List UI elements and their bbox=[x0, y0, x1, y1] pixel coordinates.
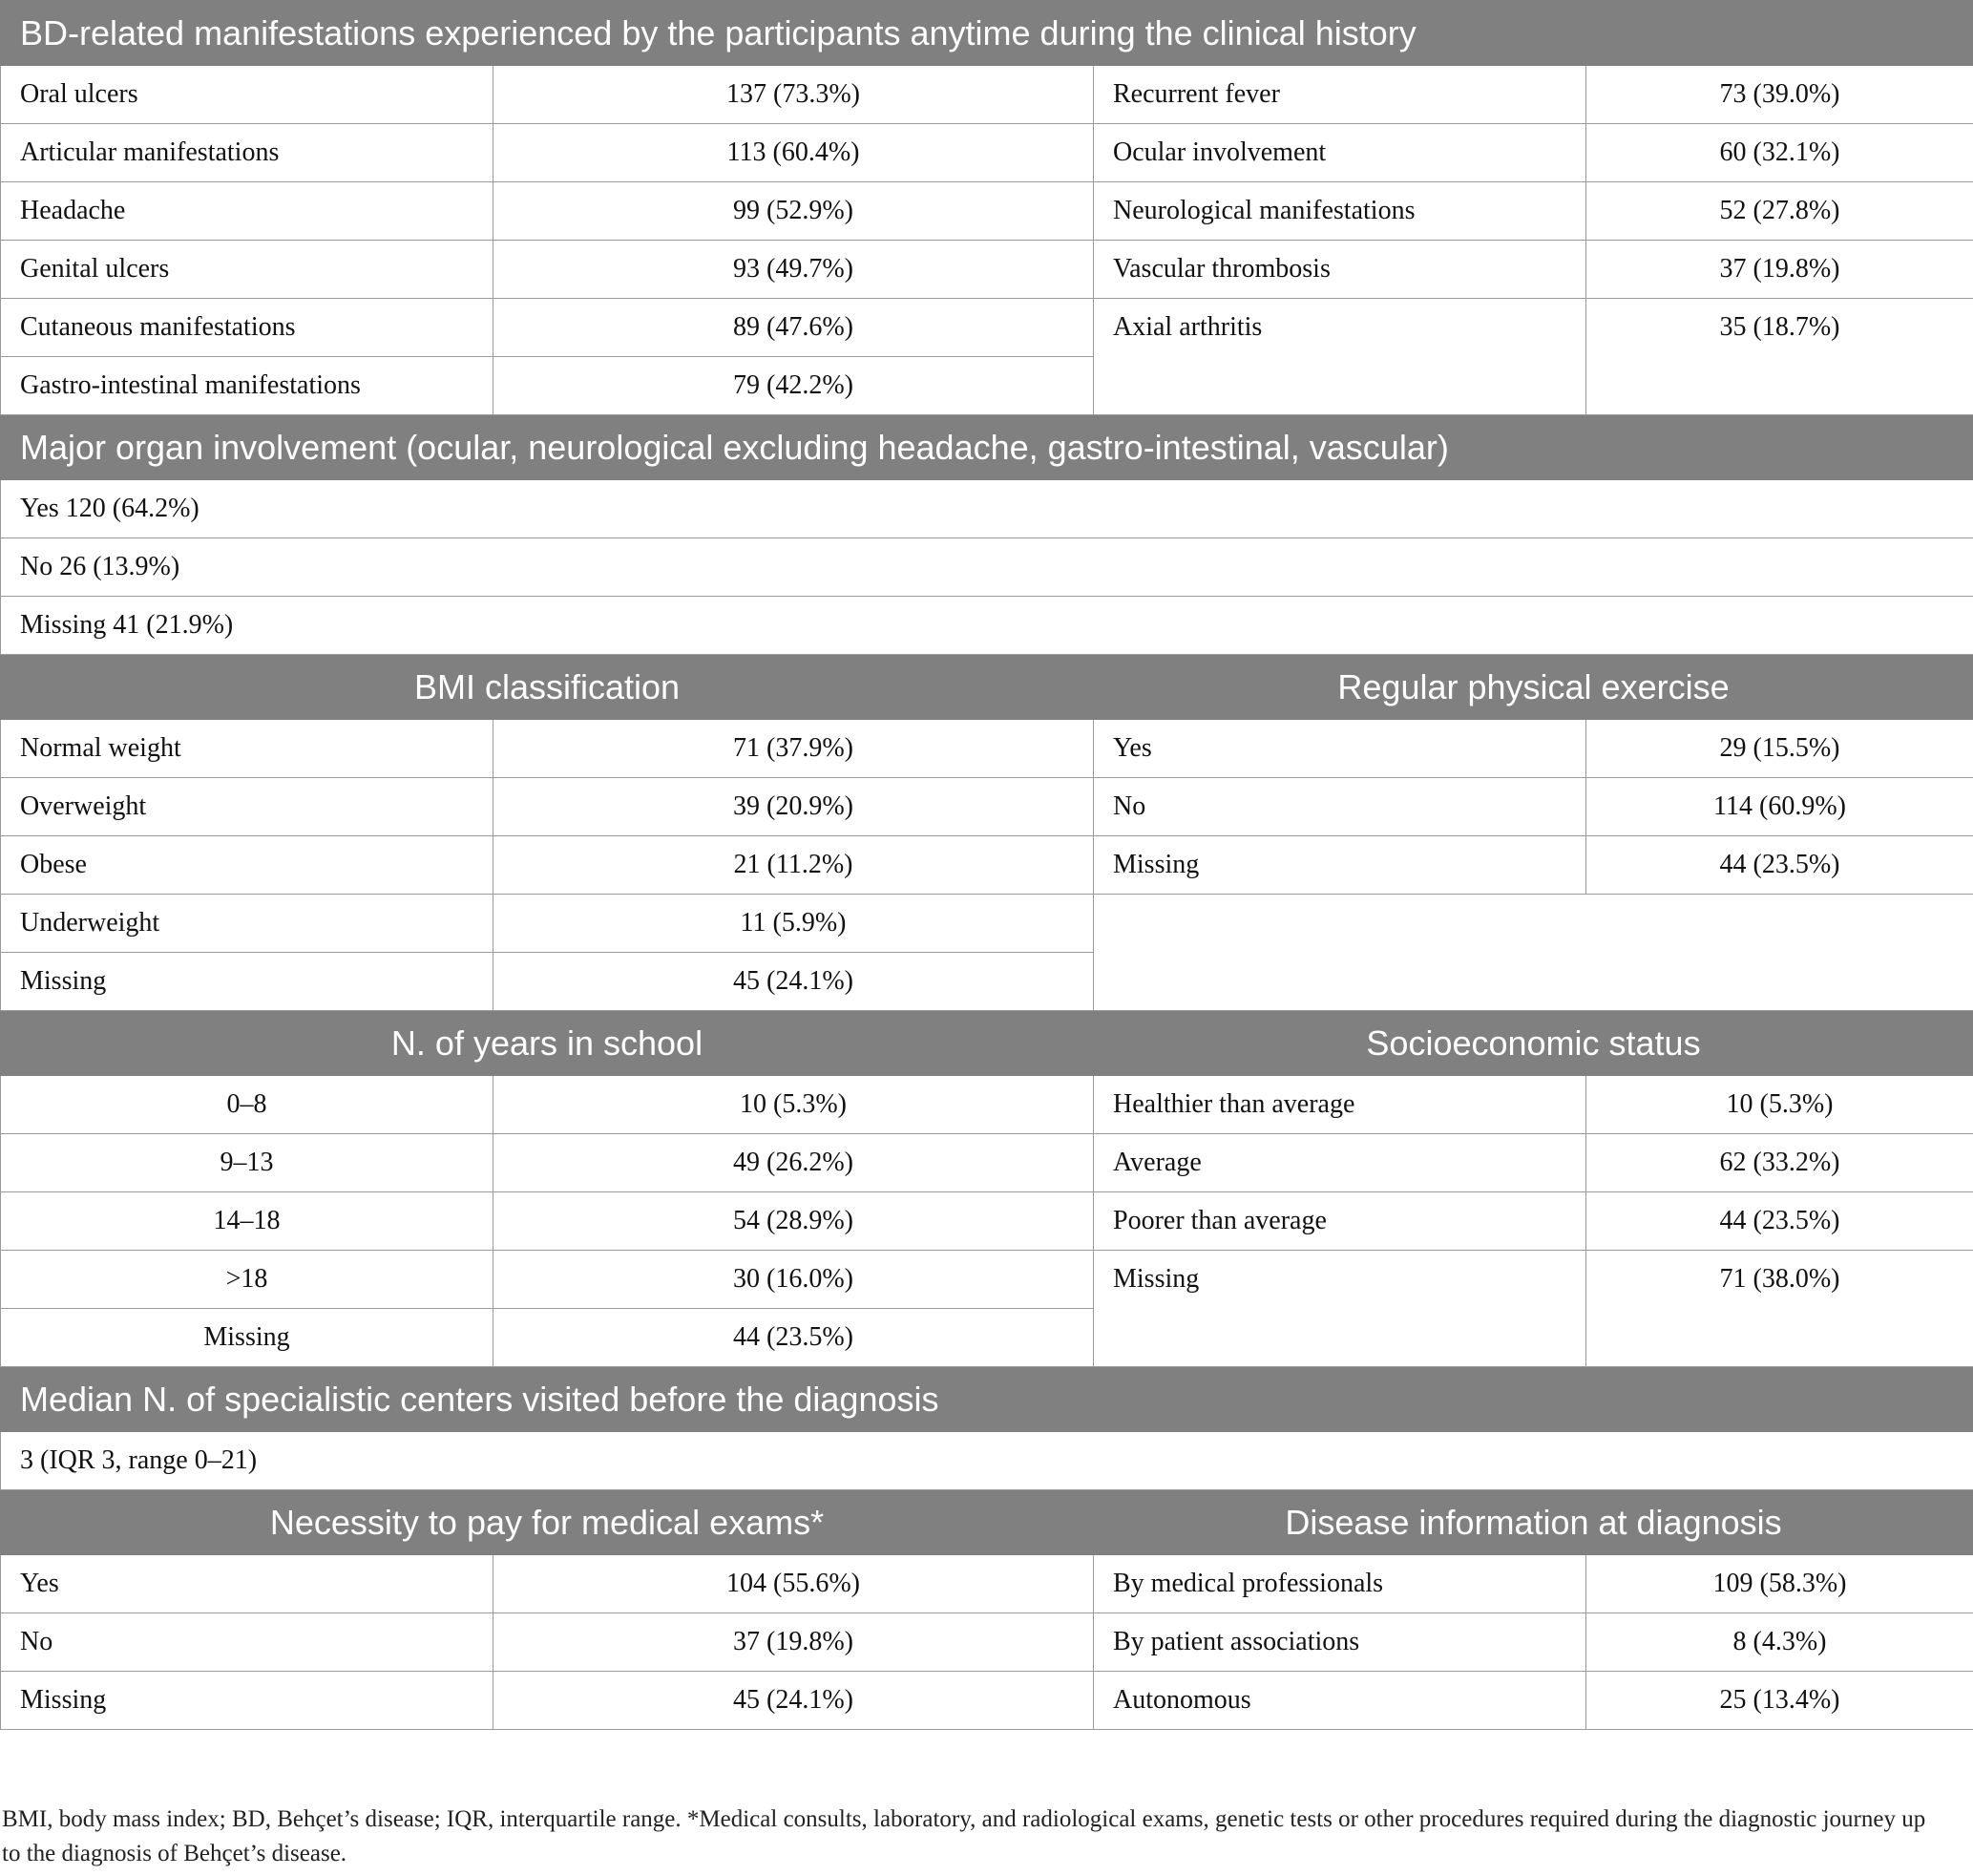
row-label: Yes 120 (64.2%) bbox=[1, 480, 1973, 538]
section-header-bmi-exercise bbox=[1, 655, 1973, 720]
row-value: 29 (15.5%) bbox=[1586, 720, 1973, 778]
row-value: 8 (4.3%) bbox=[1586, 1613, 1973, 1672]
table-row bbox=[1, 1076, 1973, 1134]
row-label: Underweight bbox=[1, 895, 493, 953]
row-label: 14–18 bbox=[1, 1192, 493, 1251]
section-title: BMI classification bbox=[1, 655, 1094, 720]
row-label: >18 bbox=[1, 1251, 493, 1309]
row-value: 52 (27.8%) bbox=[1586, 182, 1973, 241]
row-label: No bbox=[1094, 778, 1586, 836]
row-value: 79 (42.2%) bbox=[493, 357, 1094, 415]
row-label: Vascular thrombosis bbox=[1094, 241, 1586, 299]
row-label: Missing bbox=[1, 1672, 493, 1730]
section-header-centers bbox=[1, 1367, 1973, 1432]
row-label: Overweight bbox=[1, 778, 493, 836]
row-label: Recurrent fever bbox=[1094, 66, 1586, 124]
row-label: Normal weight bbox=[1, 720, 493, 778]
table-row bbox=[1, 241, 1973, 299]
table-row bbox=[1, 1251, 1973, 1309]
row-value: 99 (52.9%) bbox=[493, 182, 1094, 241]
row-label: Oral ulcers bbox=[1, 66, 493, 124]
row-label: Autonomous bbox=[1094, 1672, 1586, 1730]
row-label: Missing 41 (21.9%) bbox=[1, 597, 1973, 655]
row-label: Gastro-intestinal manifestations bbox=[1, 357, 493, 415]
row-value: 49 (26.2%) bbox=[493, 1134, 1094, 1192]
row-label: Headache bbox=[1, 182, 493, 241]
row-value: 93 (49.7%) bbox=[493, 241, 1094, 299]
row-label: 9–13 bbox=[1, 1134, 493, 1192]
table-row bbox=[1, 1134, 1973, 1192]
row-label: By patient associations bbox=[1094, 1613, 1586, 1672]
row-label: Healthier than average bbox=[1094, 1076, 1586, 1134]
row-value: 137 (73.3%) bbox=[493, 66, 1094, 124]
row-value: 11 (5.9%) bbox=[493, 895, 1094, 953]
row-label: Average bbox=[1094, 1134, 1586, 1192]
row-label: 3 (IQR 3, range 0–21) bbox=[1, 1432, 1973, 1490]
table-row bbox=[1, 182, 1973, 241]
row-value: 104 (55.6%) bbox=[493, 1555, 1094, 1613]
row-value: 89 (47.6%) bbox=[493, 299, 1094, 357]
section-title: Disease information at diagnosis bbox=[1094, 1490, 1973, 1555]
section-title: Regular physical exercise bbox=[1094, 655, 1973, 720]
row-value: 62 (33.2%) bbox=[1586, 1134, 1973, 1192]
row-value: 37 (19.8%) bbox=[1586, 241, 1973, 299]
row-value: 71 (38.0%) bbox=[1586, 1251, 1973, 1367]
row-value: 44 (23.5%) bbox=[1586, 1192, 1973, 1251]
row-value: 114 (60.9%) bbox=[1586, 778, 1973, 836]
section-header-major-organ bbox=[1, 415, 1973, 480]
row-label: Ocular involvement bbox=[1094, 124, 1586, 182]
row-label: Genital ulcers bbox=[1, 241, 493, 299]
section-title: Major organ involvement (ocular, neurological excluding headache, gastro-intestinal, vascular) bbox=[1, 415, 1973, 480]
row-label: Missing bbox=[1, 1309, 493, 1367]
table-row bbox=[1, 480, 1973, 538]
row-label: Neurological manifestations bbox=[1094, 182, 1586, 241]
row-value: 39 (20.9%) bbox=[493, 778, 1094, 836]
table-row bbox=[1, 895, 1973, 953]
row-label: Articular manifestations bbox=[1, 124, 493, 182]
row-value: 44 (23.5%) bbox=[493, 1309, 1094, 1367]
row-label: Axial arthritis bbox=[1094, 299, 1586, 415]
row-value: 71 (37.9%) bbox=[493, 720, 1094, 778]
table-row bbox=[1, 66, 1973, 124]
table-row bbox=[1, 1192, 1973, 1251]
table-row bbox=[1, 299, 1973, 357]
row-value: 54 (28.9%) bbox=[493, 1192, 1094, 1251]
table-row bbox=[1, 1432, 1973, 1490]
table-footnote: BMI, body mass index; BD, Behçet’s disease; IQR, interquartile range. *Medical consults, laboratory, and radiological exams, genetic tests or other procedures required during the diagnostic journey up to the diagnosis of Behçet’s disease. bbox=[2, 1806, 1926, 1866]
row-label: Obese bbox=[1, 836, 493, 895]
row-value: 21 (11.2%) bbox=[493, 836, 1094, 895]
table-row bbox=[1, 720, 1973, 778]
table-row bbox=[1, 124, 1973, 182]
row-value: 113 (60.4%) bbox=[493, 124, 1094, 182]
row-label: Missing bbox=[1, 953, 493, 1011]
row-label: Poorer than average bbox=[1094, 1192, 1586, 1251]
row-label: Yes bbox=[1, 1555, 493, 1613]
row-value: 45 (24.1%) bbox=[493, 953, 1094, 1011]
section-title: Median N. of specialistic centers visited before the diagnosis bbox=[1, 1367, 1973, 1432]
table-row bbox=[1, 836, 1973, 895]
row-value: 37 (19.8%) bbox=[493, 1613, 1094, 1672]
section-title: Socioeconomic status bbox=[1094, 1011, 1973, 1076]
row-label: Missing bbox=[1094, 1251, 1586, 1367]
row-value: 73 (39.0%) bbox=[1586, 66, 1973, 124]
section-title: Necessity to pay for medical exams* bbox=[1, 1490, 1094, 1555]
table-row bbox=[1, 538, 1973, 597]
empty-cell bbox=[1094, 895, 1973, 1011]
row-value: 30 (16.0%) bbox=[493, 1251, 1094, 1309]
row-value: 10 (5.3%) bbox=[1586, 1076, 1973, 1134]
row-label: Cutaneous manifestations bbox=[1, 299, 493, 357]
section-header-pay-info bbox=[1, 1490, 1973, 1555]
row-label: No bbox=[1, 1613, 493, 1672]
row-label: No 26 (13.9%) bbox=[1, 538, 1973, 597]
section-header-manifestations bbox=[1, 1, 1973, 66]
section-title: BD-related manifestations experienced by the participants anytime during the clinical history bbox=[1, 1, 1973, 66]
table-row bbox=[1, 597, 1973, 655]
section-header-school-socio bbox=[1, 1011, 1973, 1076]
table-row bbox=[1, 1613, 1973, 1672]
table-row bbox=[1, 1672, 1973, 1730]
section-title: N. of years in school bbox=[1, 1011, 1094, 1076]
row-label: Yes bbox=[1094, 720, 1586, 778]
row-value: 45 (24.1%) bbox=[493, 1672, 1094, 1730]
row-value: 44 (23.5%) bbox=[1586, 836, 1973, 895]
table-row bbox=[1, 778, 1973, 836]
row-value: 25 (13.4%) bbox=[1586, 1672, 1973, 1730]
row-label: By medical professionals bbox=[1094, 1555, 1586, 1613]
row-value: 10 (5.3%) bbox=[493, 1076, 1094, 1134]
row-value: 35 (18.7%) bbox=[1586, 299, 1973, 415]
table-row bbox=[1, 1555, 1973, 1613]
row-label: 0–8 bbox=[1, 1076, 493, 1134]
row-value: 109 (58.3%) bbox=[1586, 1555, 1973, 1613]
row-value: 60 (32.1%) bbox=[1586, 124, 1973, 182]
row-label: Missing bbox=[1094, 836, 1586, 895]
